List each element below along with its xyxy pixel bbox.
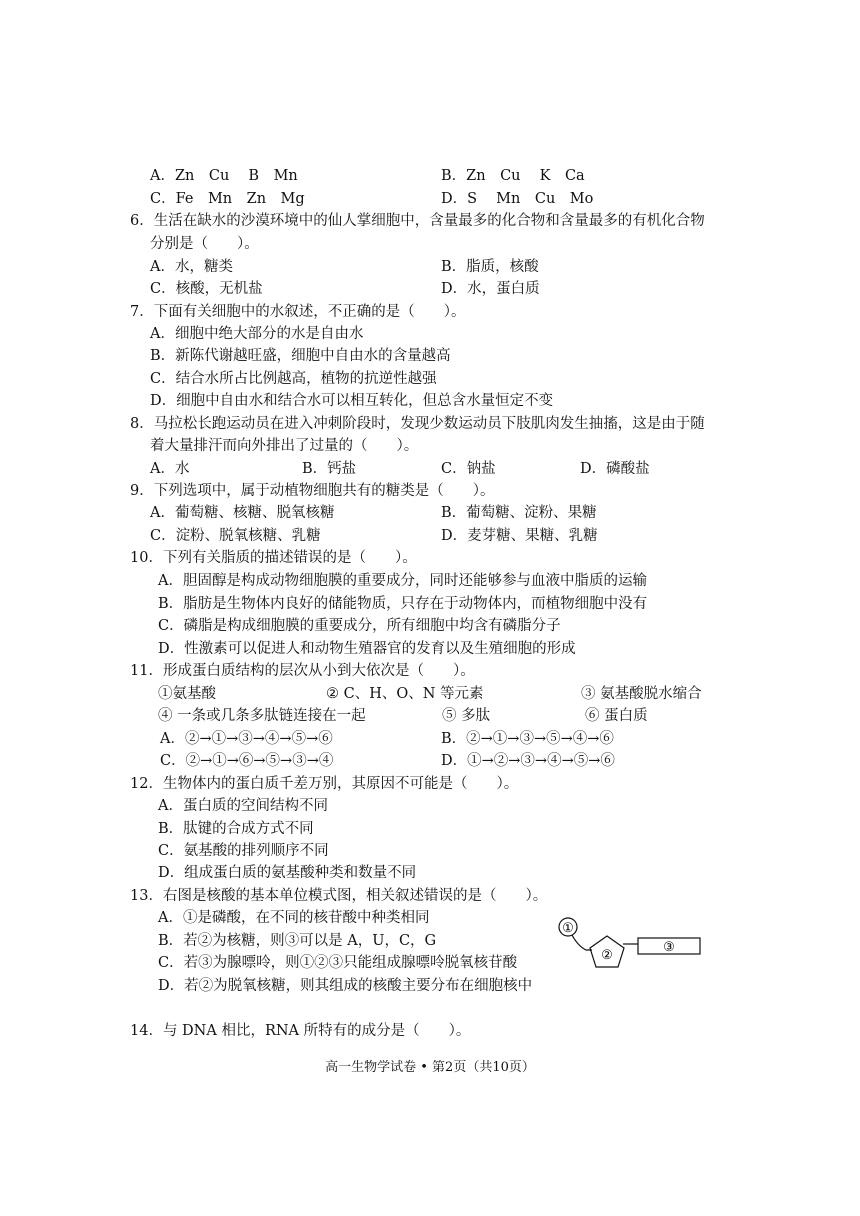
phosphate-bond-line bbox=[572, 935, 592, 950]
q6-stem: 6．生活在缺水的沙漠环境中的仙人掌细胞中，含量最多的化合物和含量最多的有机化合物 bbox=[130, 213, 705, 229]
q9-option-b: B．葡萄糖、淀粉、果糖 bbox=[441, 505, 597, 521]
q9-option-c: C．淀粉、脱氧核糖、乳糖 bbox=[150, 528, 321, 544]
q10-stem: 10．下列有关脂质的描述错误的是（ ）。 bbox=[130, 550, 417, 566]
q13-option-c: C．若③为腺嘌呤，则①②③只能组成腺嘌呤脱氧核苷酸 bbox=[158, 955, 518, 971]
q9-option-a: A．葡萄糖、核糖、脱氧核糖 bbox=[150, 505, 335, 521]
q12-option-a: A．蛋白质的空间结构不同 bbox=[158, 798, 328, 814]
q5-option-b: B．Zn Cu K Ca bbox=[441, 168, 585, 184]
q13-option-b: B．若②为核糖，则③可以是 A，U，C，G bbox=[158, 933, 437, 949]
q11-item-4: ④ 一条或几条多肽链连接在一起 bbox=[158, 708, 366, 724]
q11-item-5: ⑤ 多肽 bbox=[442, 708, 491, 724]
q11-item-2: ② C、H、O、N 等元素 bbox=[326, 686, 484, 702]
q7-option-b: B．新陈代谢越旺盛，细胞中自由水的含量越高 bbox=[150, 348, 451, 364]
q7-option-a: A．细胞中绝大部分的水是自由水 bbox=[150, 326, 364, 342]
q6-option-d: D．水，蛋白质 bbox=[441, 281, 540, 297]
q5-option-a: A．Zn Cu B Mn bbox=[150, 168, 298, 184]
q10-option-d: D．性激素可以促进人和动物生殖器官的发育以及生殖细胞的形成 bbox=[158, 641, 576, 657]
q12-option-d: D．组成蛋白质的氨基酸种类和数量不同 bbox=[158, 865, 417, 881]
q5-option-d: D．S Mn Cu Mo bbox=[441, 191, 594, 207]
q7-option-c: C．结合水所占比例越高，植物的抗逆性越强 bbox=[150, 371, 437, 387]
q10-option-a: A．胆固醇是构成动物细胞膜的重要成分，同时还能够参与血液中脂质的运输 bbox=[158, 573, 647, 589]
q14-stem: 14．与 DNA 相比，RNA 所特有的成分是（ ）。 bbox=[130, 1023, 471, 1039]
q11-option-d: D．①→②→③→④→⑤→⑥ bbox=[441, 753, 615, 769]
q8-option-b: B．钙盐 bbox=[302, 461, 357, 477]
q12-option-b: B．肽键的合成方式不同 bbox=[158, 821, 314, 837]
q10-option-c: C．磷脂是构成细胞膜的重要成分，所有细胞中均含有磷脂分子 bbox=[158, 618, 561, 634]
q13-option-d: D．若②为脱氧核糖，则其组成的核酸主要分布在细胞核中 bbox=[158, 978, 533, 994]
diagram-label-3: ③ bbox=[663, 940, 675, 955]
q12-stem: 12．生物体内的蛋白质千差万别，其原因不可能是（ ）。 bbox=[130, 776, 519, 792]
q11-option-c: C．②→①→⑥→⑤→③→④ bbox=[160, 753, 334, 769]
q8-option-d: D．磷酸盐 bbox=[580, 461, 650, 477]
q7-option-d: D．细胞中自由水和结合水可以相互转化，但总含水量恒定不变 bbox=[150, 393, 554, 409]
q11-option-a: A．②→①→③→④→⑤→⑥ bbox=[160, 731, 333, 747]
q8-stem-cont: 着大量排汗而向外排出了过量的（ ）。 bbox=[150, 438, 419, 454]
q6-stem-cont: 分别是（ ）。 bbox=[150, 236, 259, 252]
diagram-label-2: ② bbox=[601, 948, 613, 963]
q13-option-a: A．①是磷酸，在不同的核苷酸中种类相同 bbox=[158, 910, 430, 926]
diagram-label-1: ① bbox=[562, 921, 574, 936]
nucleotide-diagram bbox=[552, 914, 712, 974]
page-footer: 高一生物学试卷 • 第2页（共10页） bbox=[325, 1060, 535, 1075]
q6-option-a: A．水，糖类 bbox=[150, 259, 233, 275]
q8-option-a: A．水 bbox=[150, 461, 190, 477]
q8-stem: 8．马拉松长跑运动员在进入冲刺阶段时，发现少数运动员下肢肌肉发生抽搐，这是由于随 bbox=[130, 416, 705, 432]
q11-item-6: ⑥ 蛋白质 bbox=[585, 708, 648, 724]
q11-option-b: B．②→①→③→⑤→④→⑥ bbox=[441, 731, 614, 747]
q9-option-d: D．麦芽糖、果糖、乳糖 bbox=[441, 528, 598, 544]
q8-option-c: C．钠盐 bbox=[441, 461, 496, 477]
q5-option-c: C．Fe Mn Zn Mg bbox=[150, 191, 305, 207]
q11-stem: 11．形成蛋白质结构的层次从小到大依次是（ ）。 bbox=[130, 663, 475, 679]
q6-option-c: C．核酸，无机盐 bbox=[150, 281, 263, 297]
q13-stem: 13．右图是核酸的基本单位模式图，相关叙述错误的是（ ）。 bbox=[130, 888, 548, 904]
q6-option-b: B．脂质，核酸 bbox=[441, 259, 539, 275]
q11-item-3: ③ 氨基酸脱水缩合 bbox=[581, 686, 702, 702]
q11-item-1: ①氨基酸 bbox=[158, 686, 216, 702]
q7-stem: 7．下面有关细胞中的水叙述，不正确的是（ ）。 bbox=[130, 304, 466, 320]
q9-stem: 9．下列选项中，属于动植物细胞共有的糖类是（ ）。 bbox=[130, 483, 495, 499]
q12-option-c: C．氨基酸的排列顺序不同 bbox=[158, 843, 329, 859]
q10-option-b: B．脂肪是生物体内良好的储能物质，只存在于动物体内，而植物细胞中没有 bbox=[158, 596, 648, 612]
